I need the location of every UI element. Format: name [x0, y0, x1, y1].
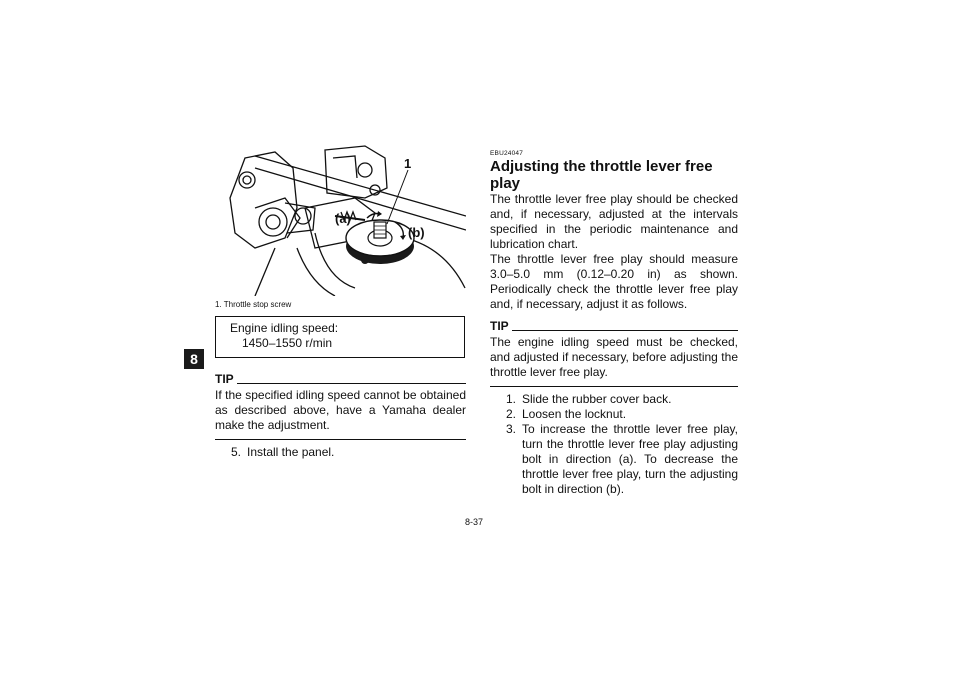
right-column	[490, 150, 738, 497]
step-text: Loosen the locknut.	[522, 407, 627, 421]
step-3	[490, 422, 738, 497]
tip-title: TIP	[215, 372, 234, 386]
page-number: 8-37	[465, 517, 484, 527]
tip-text-left: If the specified idling speed cannot be obtained as described above, have a Yamaha dealer make the adjustment.	[215, 388, 466, 432]
step-2	[490, 407, 738, 422]
spec-value: 1450–1550 r/min	[242, 336, 333, 350]
idle-speed-spec-box	[215, 316, 465, 358]
step-text: Slide the rubber cover back.	[522, 392, 672, 406]
tip-text-right: The engine idling speed must be checked, and adjusted if necessary, before adjusting the throttle lever free play.	[490, 335, 738, 379]
tip-heading-left	[215, 373, 466, 386]
throttle-stop-screw-figure	[215, 138, 466, 296]
step-number: 5.	[230, 445, 241, 459]
tip-title: TIP	[490, 319, 509, 333]
step-text: Install the panel.	[247, 445, 335, 459]
chapter-tab: 8	[184, 349, 204, 369]
step-text: To increase the throttle lever free play, turn the throttle lever free play adjusting bolt in direction (a). To decrease the throttle lever free play, turn the adjusting bolt in direction (b).	[522, 422, 738, 496]
callout-b: (b)	[408, 225, 425, 240]
callout-a: (a)	[335, 211, 351, 226]
paragraph-1: The throttle lever free play should be checked and, if necessary, adjusted at the intervals specified in the periodic maintenance and lubrication chart.	[490, 192, 738, 251]
step-number: 1.	[505, 392, 516, 406]
step-1	[490, 392, 738, 407]
tip-heading-right	[490, 320, 738, 333]
tip-end-rule	[215, 439, 466, 440]
callout-1: 1	[404, 156, 412, 171]
left-column	[215, 138, 466, 460]
figure-caption: 1. Throttle stop screw	[215, 300, 292, 309]
spec-label: Engine idling speed:	[230, 321, 339, 335]
steps-list	[490, 392, 738, 497]
step-5	[215, 445, 466, 460]
step-number: 2.	[505, 407, 516, 421]
tip-rule	[512, 330, 738, 331]
tip-rule	[237, 383, 466, 384]
section-code: EBU24047	[490, 150, 524, 157]
section-heading: Adjusting the throttle lever free play	[490, 158, 713, 192]
step-number: 3.	[505, 422, 516, 436]
tip-end-rule	[490, 386, 738, 387]
paragraph-2: The throttle lever free play should measure 3.0–5.0 mm (0.12–0.20 in) as shown. Periodically check the throttle lever free play and, if necessary, adjust it as follows.	[490, 252, 738, 311]
